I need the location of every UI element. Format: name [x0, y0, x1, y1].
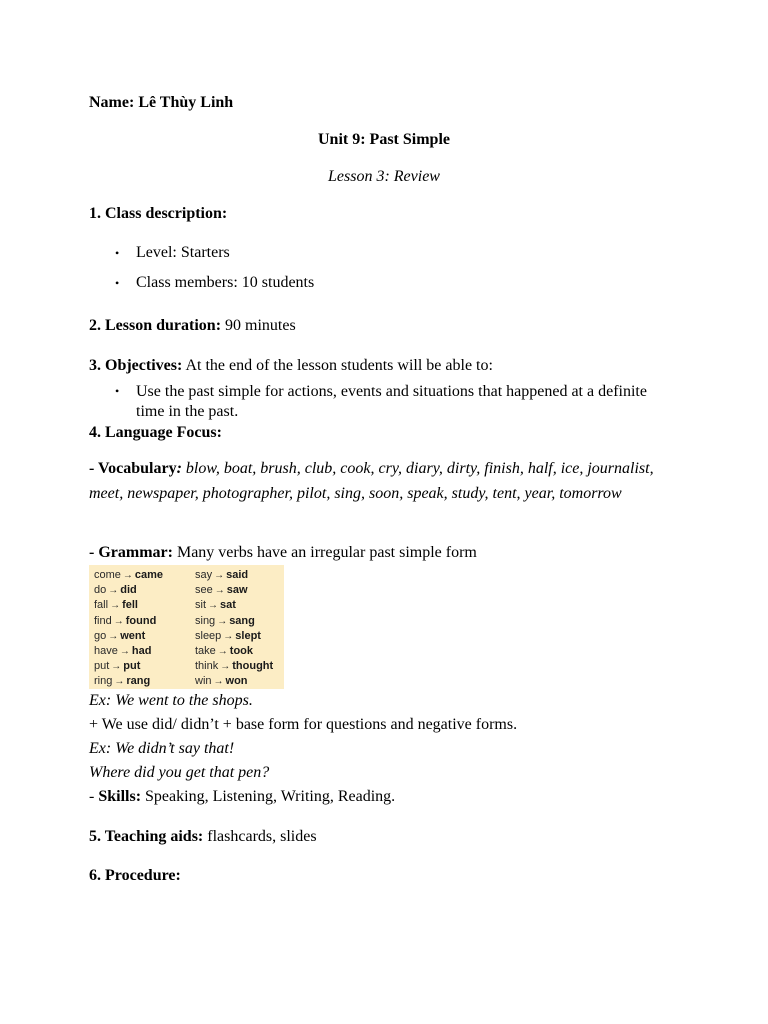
verb-row [94, 629, 163, 644]
verb-base: go [94, 629, 107, 642]
verb-row [195, 614, 273, 629]
verb-past: thought [232, 660, 274, 673]
example-sentence: Ex: We didn’t say that! [89, 740, 235, 757]
verb-row [94, 659, 163, 674]
list-item: • Use the past simple for actions, events and situations that happened at a definite time in the past. [115, 383, 647, 420]
verb-past: sang [229, 614, 255, 627]
vocabulary-words: blow, boat, brush, club, cook, cry, diary, dirty, finish, half, ice, journalist, meet, newspaper, photographer, pilot, sing, soon, speak, study, tent, year, tomorrow [89, 460, 654, 502]
verb-base: think [195, 660, 219, 673]
verb-row [195, 629, 273, 644]
arrow-icon: → [108, 585, 119, 597]
arrow-icon: → [217, 615, 228, 627]
list-item: • Level: Starters [115, 244, 230, 261]
example-sentence: Where did you get that pen? [89, 764, 270, 781]
verb-past: did [120, 584, 137, 597]
verb-row [195, 568, 273, 583]
verb-past: sat [220, 599, 236, 612]
arrow-icon: → [114, 676, 125, 688]
verb-row [195, 659, 273, 674]
grammar-rule: + We use did/ didn’t + base form for questions and negative forms. [89, 716, 518, 733]
section-heading: 2. Lesson duration: [89, 317, 222, 334]
arrow-icon: → [213, 676, 224, 688]
verb-row [195, 644, 273, 659]
section-value: 90 minutes [225, 317, 296, 334]
verb-past: fell [122, 599, 138, 612]
verb-base: take [195, 644, 216, 657]
grammar-label: - Grammar: [89, 544, 173, 561]
verb-row [94, 568, 163, 583]
verb-past: put [123, 660, 141, 673]
skills-line: - Skills: Speaking, Listening, Writing, Reading. [89, 788, 396, 805]
verb-base: ring [94, 675, 113, 688]
section-heading: 5. Teaching aids: [89, 828, 204, 845]
verb-row [195, 674, 273, 689]
verb-past: found [125, 614, 157, 627]
section-class-description-heading: 1. Class description: [89, 205, 228, 222]
verb-base: do [94, 584, 107, 597]
arrow-icon: → [119, 645, 130, 657]
arrow-icon: → [110, 600, 121, 612]
verb-base: say [195, 569, 213, 581]
grammar-line [89, 544, 477, 562]
arrow-icon: → [208, 600, 218, 612]
arrow-icon: → [111, 661, 122, 673]
verb-row [94, 583, 163, 598]
verb-row [195, 598, 273, 613]
verb-row [94, 674, 163, 689]
section-procedure-heading: 6. Procedure: [89, 867, 181, 884]
grammar-text: Many verbs have an irregular past simple form [176, 544, 477, 561]
student-name-line [89, 94, 233, 112]
arrow-icon: → [108, 630, 119, 642]
verb-row [94, 598, 163, 613]
verb-base: have [94, 644, 118, 657]
verb-base: win [195, 675, 212, 688]
unit-title: Unit 9: Past Simple [318, 131, 450, 148]
verb-row [94, 644, 163, 659]
verb-past: went [120, 629, 146, 642]
section-lesson-duration [89, 317, 296, 335]
verb-base: see [195, 584, 213, 597]
verb-past: rang [126, 675, 151, 688]
arrow-icon: → [223, 630, 234, 642]
irregular-verbs-table [89, 565, 284, 689]
verb-base: sit [195, 599, 206, 612]
section-teaching-aids [89, 828, 317, 846]
verb-past: won [225, 675, 248, 688]
verb-past: came [134, 569, 164, 581]
vocabulary-paragraph: - Vocabulary: blow, boat, brush, club, cook, cry, diary, dirty, finish, half, ice, journalist, meet, newspaper, photographer, pilot, sing, soon, speak, study, tent, year, tomorrow [89, 460, 654, 502]
name-label: Name: [89, 94, 135, 111]
name-value: Lê Thùy Linh [138, 94, 234, 111]
verb-past: had [131, 644, 152, 657]
bullet-icon: • [115, 246, 120, 260]
skills-label: Skills: [98, 788, 142, 805]
arrow-icon: → [214, 570, 225, 581]
verb-base: sleep [195, 629, 222, 642]
bullet-icon: • [115, 384, 120, 398]
verb-base: find [94, 614, 112, 627]
verbs-column-right [195, 568, 273, 690]
arrow-icon: → [217, 645, 228, 657]
list-item: • Class members: 10 students [115, 274, 315, 291]
verbs-column-left [94, 568, 163, 690]
section-value: At the end of the lesson students will be able to: [185, 357, 493, 374]
section-heading: 3. Objectives: [89, 357, 183, 374]
bullet-icon: • [115, 276, 120, 290]
verb-past: slept [235, 629, 261, 642]
verb-past: took [229, 644, 254, 657]
skills-text: Speaking, Listening, Writing, Reading. [145, 788, 396, 805]
example-sentence: Ex: We went to the shops. [89, 692, 253, 709]
verb-row [195, 583, 273, 598]
verb-base: sing [195, 614, 216, 627]
lesson-title: Lesson 3: Review [328, 168, 440, 185]
verb-past: said [226, 569, 249, 581]
vocabulary-label: - Vocabulary [89, 460, 177, 477]
verb-base: fall [94, 599, 109, 612]
section-objectives [89, 357, 493, 375]
arrow-icon: → [214, 585, 225, 597]
verb-past: saw [226, 584, 248, 597]
arrow-icon: → [122, 570, 133, 581]
verb-row [94, 614, 163, 629]
verb-base: come [94, 569, 121, 581]
section-language-focus-heading: 4. Language Focus: [89, 424, 222, 441]
arrow-icon: → [113, 615, 124, 627]
section-value: flashcards, slides [207, 828, 317, 845]
arrow-icon: → [220, 661, 231, 673]
verb-base: put [94, 660, 110, 673]
